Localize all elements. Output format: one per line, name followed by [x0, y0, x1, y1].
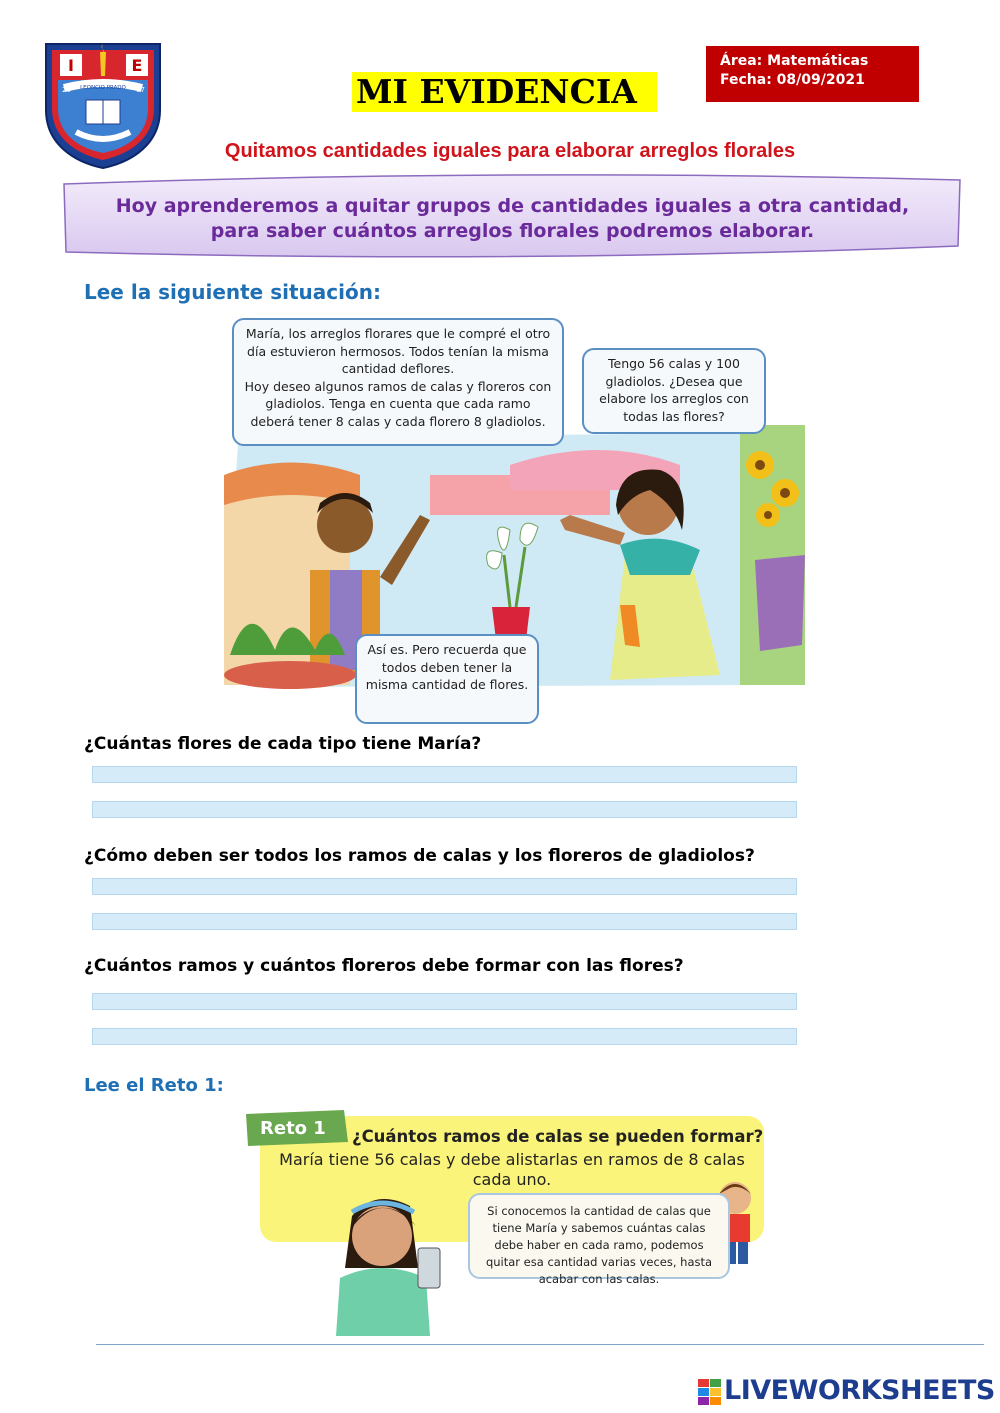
liveworksheets-brand: LIVEWORKSHEETS — [724, 1375, 995, 1406]
reto-tag: Reto 1 — [260, 1118, 326, 1139]
answer-line — [92, 913, 797, 930]
question-2: ¿Cómo deben ser todos los ramos de calas y los floreros de gladiolos? — [84, 846, 755, 866]
logo-letter-e: E — [131, 56, 143, 75]
speech-bubble-boy — [232, 318, 564, 446]
liveworksheets-logo-icon — [698, 1375, 722, 1409]
reto-speech-bubble: Si conocemos la cantidad de calas que tiene María y sabemos cuántas calas debe haber en cada ramo, podemos quitar esa cantidad varias veces, hasta acabar con las calas. — [468, 1193, 730, 1279]
logo-letter-i: I — [68, 56, 74, 75]
answer-line — [92, 878, 797, 895]
logo-school-name: LEONCIO PRADO — [80, 85, 126, 91]
lesson-subtitle: Quitamos cantidades iguales para elaborar arreglos florales — [224, 140, 796, 162]
purpose-line-2: para saber cuántos arreglos florales podremos elaborar. — [210, 220, 815, 242]
answer-box-2[interactable] — [92, 878, 797, 932]
speech-boy-paragraph-1: María, los arreglos florares que le compré el otro día estuvieron hermosos. Todos tenían la misma cantidad deflores. — [245, 326, 551, 376]
reto-label: Lee el Reto 1: — [84, 1075, 224, 1096]
situation-label: Lee la siguiente situación: — [84, 280, 381, 304]
purpose-text — [70, 194, 955, 244]
answer-line — [92, 766, 797, 783]
question-3: ¿Cuántos ramos y cuántos floreros debe formar con las flores? — [84, 956, 684, 976]
purpose-line-1: Hoy aprenderemos a quitar grupos de cantidades iguales a otra cantidad, — [115, 195, 910, 217]
reto-text: María tiene 56 calas y debe alistarlas en ramos de 8 calas cada uno. — [279, 1150, 745, 1189]
page-title: MI EVIDENCIA — [352, 72, 657, 112]
area-date-box — [706, 46, 919, 102]
date-label: Fecha: 08/09/2021 — [720, 72, 865, 88]
answer-box-1[interactable] — [92, 766, 797, 820]
footer-divider — [96, 1344, 984, 1345]
answer-box-3[interactable] — [92, 993, 797, 1047]
speech-boy-paragraph-2: Hoy deseo algunos ramos de calas y floreros con gladiolos. Tenga en cuenta que cada ramo deberá tener 8 calas y cada florero 8 gladiolos. — [244, 378, 552, 429]
question-1: ¿Cuántas flores de cada tipo tiene María? — [84, 734, 482, 754]
answer-line — [92, 1028, 797, 1045]
logo-year-left: 20 — [62, 86, 71, 94]
answer-line — [92, 801, 797, 818]
area-label: Área: Matemáticas — [720, 53, 869, 69]
reto-question: ¿Cuántos ramos de calas se pueden formar? — [352, 1127, 764, 1146]
speech-bubble-maria: Tengo 56 calas y 100 gladiolos. ¿Desea que elabore los arreglos con todas las flores? — [582, 348, 766, 434]
answer-line — [92, 993, 797, 1010]
logo-year-right: 67 — [136, 86, 145, 94]
speech-bubble-bottom: Así es. Pero recuerda que todos deben tener la misma cantidad de flores. — [355, 634, 539, 724]
